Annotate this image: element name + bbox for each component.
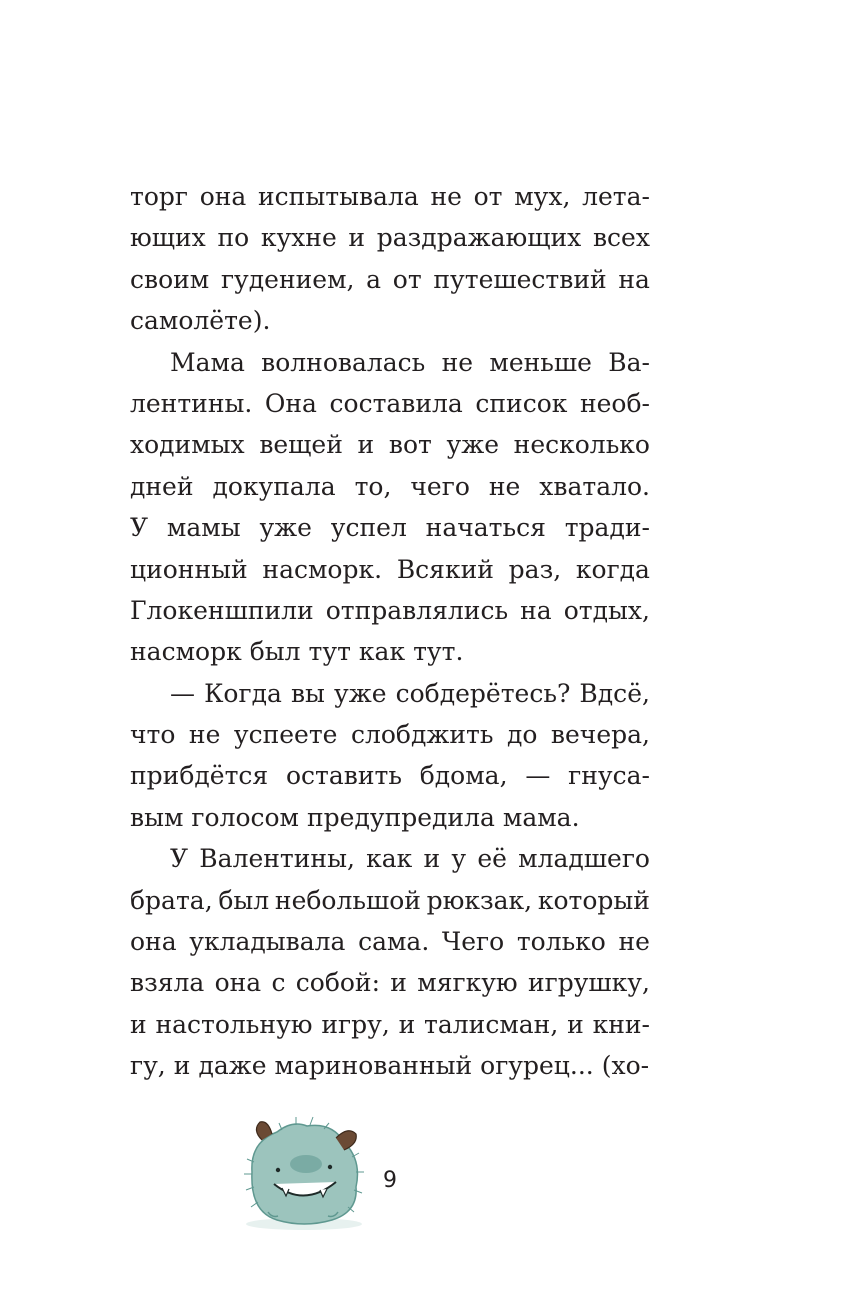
word: лентины. [130, 388, 253, 418]
fuzzy-monster-illustration [232, 1112, 372, 1232]
word: необ- [579, 388, 650, 418]
word: вечера, [550, 720, 650, 750]
word: самолёте). [130, 306, 271, 336]
word: всех [592, 223, 650, 253]
text-line [130, 383, 650, 424]
word: Валентины, [199, 844, 355, 874]
word: на [520, 595, 552, 625]
word: а [366, 264, 382, 294]
word: вещей [259, 430, 343, 460]
word: гудением, [220, 264, 355, 294]
text-line [130, 342, 650, 383]
word: собой: [295, 968, 381, 998]
word: мама. [502, 802, 580, 832]
text-line [130, 300, 650, 341]
word: даже [198, 1051, 267, 1081]
word: Она [264, 388, 317, 418]
word: её [477, 844, 507, 874]
word: лета- [582, 182, 650, 211]
word: не [488, 471, 521, 501]
text-line [130, 880, 650, 921]
word: отдых, [563, 595, 650, 625]
word: рюкзак, [426, 885, 533, 915]
word: уже [259, 513, 312, 543]
word: брата, [130, 885, 213, 915]
text-line [130, 838, 650, 879]
word: оставить [285, 761, 402, 791]
word: гу, [130, 1051, 166, 1081]
word: слобджить [350, 720, 494, 750]
word: что [130, 720, 176, 750]
word: составила [329, 388, 463, 418]
page-body-text [130, 176, 650, 1087]
word: до [506, 720, 538, 750]
word: сама. [358, 927, 430, 957]
word: небольшой [274, 885, 421, 915]
word: — [170, 678, 195, 708]
text-line [130, 921, 650, 962]
word: который [537, 885, 650, 915]
word: на [618, 264, 650, 294]
word: хватало. [539, 471, 650, 501]
word: и [130, 1009, 147, 1039]
word: Глокеншпили [130, 595, 314, 625]
word: тради- [564, 513, 650, 543]
page-number: 9 [383, 1168, 397, 1193]
word: она [130, 927, 177, 957]
text-line [130, 590, 650, 631]
word: с [271, 968, 286, 998]
word: игру, [321, 1009, 390, 1039]
word: меньше [489, 347, 592, 377]
word: У [130, 513, 149, 543]
text-line [130, 797, 650, 838]
word: несколько [513, 430, 650, 460]
word: мух, [514, 182, 571, 211]
word: не [618, 927, 650, 957]
text-line [130, 631, 650, 672]
word: ционный [130, 554, 248, 584]
text-line [130, 176, 650, 217]
word: дней [130, 471, 194, 501]
word: Когда [204, 678, 282, 708]
word: своим [130, 264, 210, 294]
word: уже [446, 430, 500, 460]
word: мамы [166, 513, 241, 543]
word: Мама [170, 347, 245, 377]
word: собдерётесь? [395, 678, 571, 708]
word: и [567, 1009, 584, 1039]
word: успеете [233, 720, 338, 750]
text-line [130, 673, 650, 714]
word: Вдсё, [579, 678, 650, 708]
word: гнуса- [568, 761, 650, 791]
word: Чего [441, 927, 505, 957]
word: был [249, 637, 301, 667]
word: игрушку, [527, 968, 650, 998]
word: докупала [212, 471, 336, 501]
word: настольную [155, 1009, 313, 1039]
word: отправлялись [325, 595, 509, 625]
word: талисман, [424, 1009, 559, 1039]
word: не [441, 347, 474, 377]
word: насморк [130, 637, 242, 667]
word: волновалась [261, 347, 426, 377]
word: она [214, 968, 262, 998]
word: только [516, 927, 606, 957]
word: торг [130, 182, 188, 211]
word: тут. [413, 637, 464, 667]
text-line [130, 424, 650, 465]
word: и [398, 1009, 416, 1039]
word: — [525, 761, 551, 791]
word: вот [388, 430, 432, 460]
word: как [366, 844, 413, 874]
word: бдома, [419, 761, 508, 791]
word: чего [410, 471, 470, 501]
word: насморк. [262, 554, 383, 584]
word: мягкую [417, 968, 518, 998]
word: успел [330, 513, 407, 543]
word: у [451, 844, 467, 874]
word: огурец... [480, 1051, 594, 1081]
text-line [130, 507, 650, 548]
word: вы [290, 678, 325, 708]
word: список [475, 388, 568, 418]
word: не [188, 720, 221, 750]
word: уже [334, 678, 387, 708]
word: взяла [130, 968, 205, 998]
word: (хо- [601, 1051, 650, 1081]
text-line [130, 259, 650, 300]
word: путешествий [433, 264, 607, 294]
word: прибдётся [130, 761, 269, 791]
text-line [130, 962, 650, 1003]
word: кухне [260, 223, 337, 253]
word: и [348, 223, 366, 253]
word: по [217, 223, 250, 253]
word: ющих [130, 223, 206, 253]
text-line [130, 217, 650, 258]
word: и [423, 844, 441, 874]
word: укладывала [189, 927, 346, 957]
word: она [199, 182, 247, 211]
word: был [218, 885, 270, 915]
text-line [130, 549, 650, 590]
text-line [130, 755, 650, 796]
word: младшего [518, 844, 650, 874]
word: маринованный [274, 1051, 473, 1081]
word: когда [575, 554, 650, 584]
word: то, [354, 471, 392, 501]
word: как [358, 637, 406, 667]
word: Ва- [608, 347, 650, 377]
word: испытывала [258, 182, 419, 211]
word: предупредила [307, 802, 495, 832]
word: и [390, 968, 407, 998]
word: и [173, 1051, 191, 1081]
word: вым [130, 802, 184, 832]
text-line [130, 466, 650, 507]
word: голосом [191, 802, 300, 832]
word: тут [308, 637, 351, 667]
word: Всякий [396, 554, 494, 584]
text-line [130, 1004, 650, 1045]
word: кни- [592, 1009, 650, 1039]
word: раздражающих [376, 223, 582, 253]
word: от [392, 264, 422, 294]
word: не [430, 182, 462, 211]
text-line [130, 714, 650, 755]
word: ходимых [130, 430, 245, 460]
word: и [357, 430, 375, 460]
word: раз, [508, 554, 562, 584]
text-line [130, 1045, 650, 1086]
word: начаться [425, 513, 546, 543]
word: от [473, 182, 503, 211]
word: У [170, 844, 189, 874]
